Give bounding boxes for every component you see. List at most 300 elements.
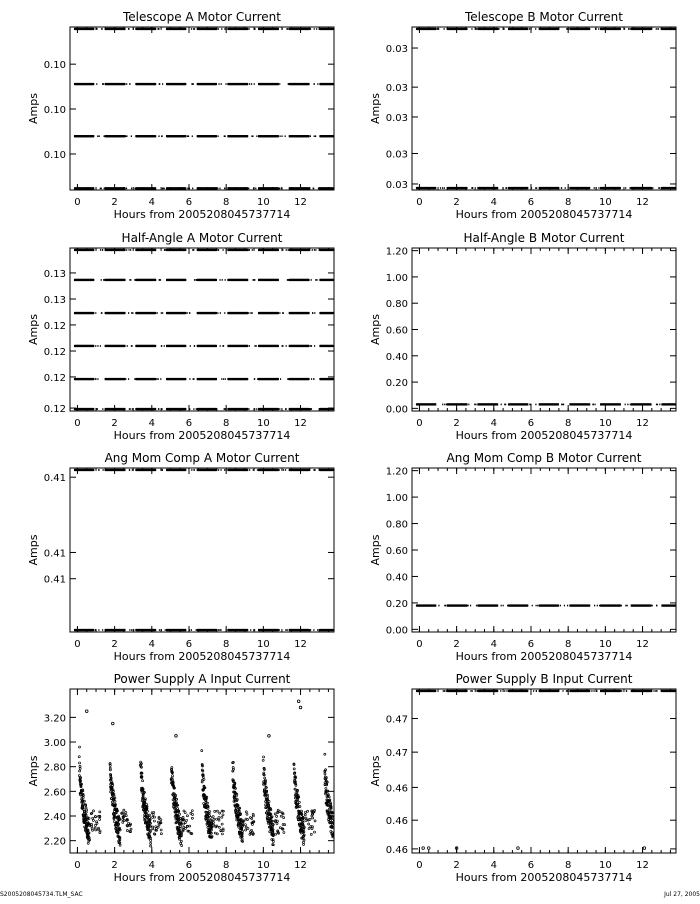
data-point [444,187,445,189]
data-point [314,135,315,137]
data-point [248,408,249,410]
data-point [468,404,469,406]
data-point [314,28,315,30]
data-point [589,28,590,30]
data-point [126,135,127,137]
data-point [187,312,188,314]
data-point [224,312,225,314]
data-point [249,345,250,347]
chart-title: Telescope B Motor Current [464,10,623,24]
data-point [101,279,102,281]
data-point [466,403,467,405]
data-point [216,345,217,347]
data-point [132,469,133,471]
data-point [503,28,504,30]
data-point [311,279,312,281]
y-tick-label: 0.12 [44,404,66,415]
data-point [529,28,530,30]
data-point [253,279,254,281]
data-point [164,345,165,347]
data-point [155,345,156,347]
y-axis-label: Amps [369,93,382,124]
data-point [216,408,217,410]
data-point [99,135,100,137]
data-point [128,249,129,251]
data-point [155,378,156,380]
data-point [535,28,536,30]
data-point [674,28,675,30]
data-point [332,28,333,30]
data-point [659,404,660,406]
data-point [592,404,593,406]
data-series-level-5 [74,378,334,380]
data-point [315,135,316,137]
chart-title: Ang Mom Comp A Motor Current [105,451,300,465]
data-series-level-1 [74,249,334,251]
y-tick-label: 0.03 [386,149,408,160]
data-point [674,403,675,405]
data-point [308,345,309,347]
data-point [93,408,94,410]
x-tick-label: 10 [257,418,270,429]
data-point [160,469,161,471]
y-axis-label: Amps [369,314,382,345]
y-tick-label: 0.03 [386,44,408,55]
data-point [308,312,309,314]
data-point [129,83,130,85]
data-point [155,28,156,30]
data-point [674,187,675,189]
data-point [589,403,590,405]
data-point [278,345,279,347]
data-point [501,404,502,406]
data-point [624,28,625,30]
data-point [193,249,194,251]
data-point [155,249,156,251]
data-point [650,187,651,189]
data-point [563,404,564,406]
data-point [658,28,659,30]
data-point [193,408,194,410]
data-point [247,378,248,380]
chart-panel-4 [369,231,676,442]
data-point [595,28,596,30]
x-tick-label: 2 [111,418,117,429]
data-point [252,312,253,314]
data-point [311,408,312,410]
data-point [218,83,219,85]
data-point [650,403,651,405]
data-point [254,83,255,85]
data-point [442,404,443,406]
data-point [185,378,186,380]
data-point [162,469,163,471]
y-tick-label: 1.00 [386,273,408,284]
data-point [225,83,226,85]
data-point [288,249,289,251]
y-tick-label: 0.10 [44,150,66,161]
data-point [93,345,94,347]
data-point [558,403,559,405]
data-point [252,135,253,137]
chart-title: Telescope A Motor Current [122,10,281,24]
data-point [471,28,472,30]
data-point [131,188,132,190]
data-point [332,249,333,251]
x-tick-label: 6 [186,418,192,429]
data-point [219,279,220,281]
x-axis-label: Hours from 2005208045737714 [114,650,291,663]
data-point [192,135,193,137]
data-point [98,469,99,471]
data-point [620,28,621,30]
data-point [126,249,127,251]
data-point [594,187,595,189]
data-point [128,28,129,30]
data-point [124,83,125,85]
data-series-level-2 [74,83,334,85]
data-point [158,378,159,380]
data-point [100,188,101,190]
data-point [247,279,248,281]
data-point [159,279,160,281]
data-point [96,28,97,30]
data-point [656,28,657,30]
data-point [185,83,186,85]
data-point [124,279,125,281]
data-point [317,83,318,85]
data-point [124,408,125,410]
data-point [278,312,279,314]
data-point [535,404,536,406]
plot-frame [412,248,676,411]
x-tick-label: 10 [257,639,270,650]
data-point [162,312,163,314]
x-tick-label: 2 [453,418,459,429]
data-point [189,188,190,190]
data-point [160,279,161,281]
data-point [185,135,186,137]
data-point [221,83,222,85]
data-point [129,469,130,471]
data-point [124,187,125,189]
y-tick-label: 0.41 [44,473,66,484]
data-point [185,312,186,314]
data-point [286,249,287,251]
x-tick-label: 4 [149,639,155,650]
data-point [254,408,255,410]
data-point [191,469,192,471]
data-point [155,469,156,471]
data-point [650,28,651,30]
data-point [332,345,333,347]
data-point [103,135,104,137]
data-point [97,345,98,347]
data-point [155,187,156,189]
y-tick-label: 0.12 [44,347,66,358]
data-point [125,378,126,380]
data-point [194,345,195,347]
data-point [217,312,218,314]
x-tick-label: 10 [599,418,612,429]
y-tick-label: 1.20 [386,247,408,258]
data-point [527,28,528,30]
data-point [530,404,531,406]
data-point [308,187,309,189]
data-series-level-2 [416,187,676,189]
y-tick-label: 0.13 [44,295,66,306]
data-point [104,188,105,190]
data-point [95,312,96,314]
data-point [247,28,248,30]
x-axis-label: Hours from 2005208045737714 [114,208,291,221]
data-point [157,312,158,314]
data-point [332,312,333,314]
data-point [95,378,96,380]
data-point [497,187,498,189]
data-point [308,83,309,85]
data-point [130,279,131,281]
data-point [497,28,498,30]
data-point [311,345,312,347]
data-point [308,279,309,281]
y-tick-label: 0.03 [386,180,408,191]
data-point [221,378,222,380]
data-point [256,345,257,347]
data-point [162,188,163,190]
data-point [497,403,498,405]
data-point [279,408,280,410]
chart-title: Half-Angle A Motor Current [122,231,283,245]
data-point [251,83,252,85]
x-tick-label: 8 [223,197,229,208]
data-point [187,188,188,190]
data-point [103,469,104,471]
data-point [194,28,195,30]
data-point [476,28,477,30]
data-point [132,312,133,314]
data-point [254,378,255,380]
data-point [224,28,225,30]
data-point [131,312,132,314]
data-point [620,187,621,189]
data-point [225,408,226,410]
y-tick-label: 0.12 [44,321,66,332]
x-tick-label: 12 [636,197,649,208]
x-tick-label: 12 [294,197,307,208]
chart-panel-1 [27,10,334,221]
data-point [310,135,311,137]
data-point [628,28,629,30]
data-point [124,135,125,137]
data-point [435,187,436,189]
data-point [185,345,186,347]
data-point [657,404,658,406]
data-point [188,135,189,137]
data-series-level-3 [74,135,334,137]
data-point [255,188,256,190]
data-point [97,135,98,137]
data-point [248,188,249,190]
data-point [134,378,135,380]
data-point [218,249,219,251]
data-point [222,279,223,281]
data-point [185,28,186,30]
data-point [185,469,186,471]
data-point [287,279,288,281]
data-point [280,378,281,380]
x-tick-label: 0 [416,418,422,429]
data-point [193,378,194,380]
data-point [318,188,319,190]
data-point [249,28,250,30]
data-point [101,312,102,314]
data-point [217,135,218,137]
plot-frame [412,27,676,190]
data-point [160,378,161,380]
data-point [216,312,217,314]
data-point [278,187,279,189]
data-point [285,135,286,137]
x-tick-label: 12 [636,418,649,429]
plot-frame [70,468,334,632]
data-point [314,249,315,251]
data-series-level-1 [416,28,676,30]
data-point [629,28,630,30]
data-point [438,28,439,30]
data-point [254,28,255,30]
data-point [130,249,131,251]
data-point [189,378,190,380]
data-point [475,28,476,30]
data-point [312,249,313,251]
data-point [165,249,166,251]
data-point [124,28,125,30]
data-point [594,404,595,406]
y-tick-label: 0.12 [44,373,66,384]
data-point [223,249,224,251]
data-point [248,312,249,314]
data-point [194,279,195,281]
data-point [310,28,311,30]
data-point [474,404,475,406]
x-tick-label: 12 [294,418,307,429]
y-tick-label: 0.20 [386,378,408,389]
data-point [187,135,188,137]
x-tick-label: 10 [599,197,612,208]
data-point [185,187,186,189]
data-point [93,312,94,314]
data-point [527,187,528,189]
data-point [223,345,224,347]
data-point [161,135,162,137]
x-tick-label: 4 [491,197,497,208]
data-point [219,188,220,190]
data-point [126,83,127,85]
data-point [247,345,248,347]
data-point [308,378,309,380]
data-point [158,408,159,410]
data-point [282,249,283,251]
data-point [155,408,156,410]
data-point [498,28,499,30]
data-point [312,312,313,314]
data-point [332,83,333,85]
data-point [256,135,257,137]
data-point [278,378,279,380]
data-point [225,378,226,380]
x-axis-label: Hours from 2005208045737714 [456,208,633,221]
data-point [308,408,309,410]
data-point [247,312,248,314]
data-point [248,249,249,251]
x-tick-label: 4 [491,418,497,429]
data-point [279,312,280,314]
data-point [124,312,125,314]
x-tick-label: 2 [111,197,117,208]
data-point [529,404,530,406]
data-point [316,279,317,281]
data-point [103,83,104,85]
data-point [158,135,159,137]
data-point [97,378,98,380]
data-point [308,249,309,251]
data-point [443,28,444,30]
data-point [332,135,333,137]
data-point [192,188,193,190]
data-point [97,408,98,410]
data-point [191,83,192,85]
data-point [193,83,194,85]
data-point [332,187,333,189]
data-point [435,403,436,405]
data-point [505,187,506,189]
data-point [218,28,219,30]
data-point [124,469,125,471]
chart-panel-2 [369,10,676,221]
data-point [531,187,532,189]
data-point [133,28,134,30]
data-point [437,28,438,30]
data-point [314,345,315,347]
data-point [220,312,221,314]
data-point [247,408,248,410]
data-point [315,249,316,251]
data-point [155,279,156,281]
data-point [311,378,312,380]
data-point [313,188,314,190]
data-point [247,249,248,251]
x-axis-label: Hours from 2005208045737714 [456,429,633,442]
data-point [558,187,559,189]
data-point [279,83,280,85]
data-point [282,312,283,314]
data-point [505,404,506,406]
data-point [185,249,186,251]
x-tick-label: 6 [528,197,534,208]
data-point [332,378,333,380]
plot-frame [70,248,334,411]
x-tick-label: 12 [294,639,307,650]
data-point [444,404,445,406]
data-point [561,187,562,189]
x-tick-label: 2 [111,639,117,650]
y-tick-label: 0.41 [44,548,66,559]
data-point [278,279,279,281]
data-point [190,345,191,347]
data-series-level-1 [416,403,676,405]
y-tick-label: 0.00 [386,404,408,415]
